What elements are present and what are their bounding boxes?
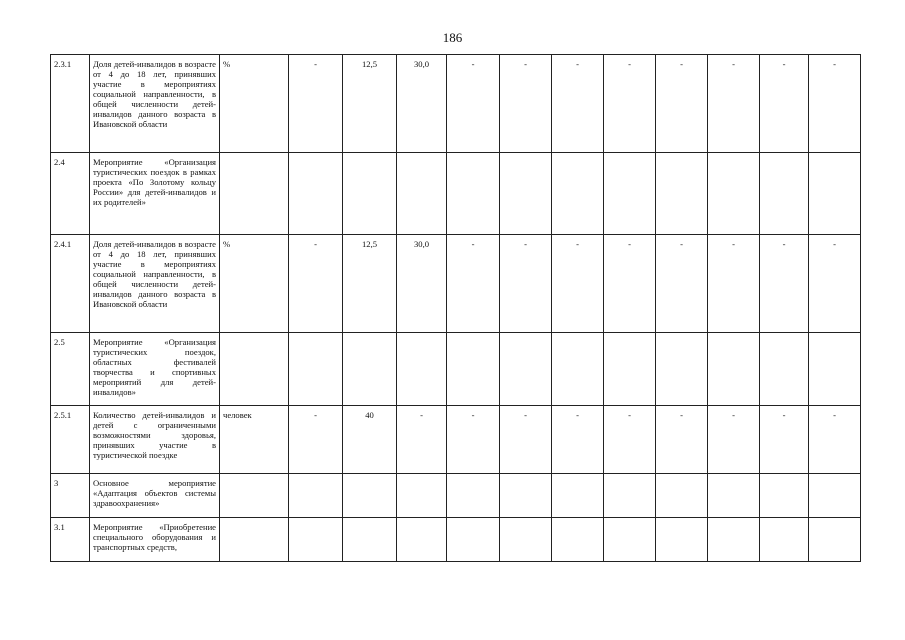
cell-value-col-12 (708, 474, 760, 518)
cell-value-col-11: - (656, 55, 708, 153)
cell-value-col-8: - (500, 55, 552, 153)
cell-value-col-8 (500, 153, 552, 235)
cell-row-number: 3.1 (51, 518, 90, 562)
cell-value-col-10: - (604, 55, 656, 153)
cell-value-col-9 (552, 518, 604, 562)
cell-measure-name: Доля детей-инвалидов в возрасте от 4 до 18 лет, принявших участие в мероприятиях социальной направленности, в общей численности детей-инвалидов данного возраста в Ивановской области (90, 235, 220, 333)
cell-value-col-10 (604, 474, 656, 518)
cell-value-col-8: - (500, 406, 552, 474)
cell-value-col-14 (809, 518, 861, 562)
cell-unit (220, 518, 289, 562)
cell-row-number: 2.4 (51, 153, 90, 235)
cell-value-col-13: - (760, 235, 809, 333)
cell-measure-name: Мероприятие «Организация туристических поездок в рамках проекта «По Золотому кольцу России» для детей-инвалидов и их родителей» (90, 153, 220, 235)
cell-value-col-7 (447, 333, 500, 406)
cell-value-col-12: - (708, 55, 760, 153)
cell-value-col-7: - (447, 406, 500, 474)
cell-value-col-8: - (500, 235, 552, 333)
cell-value-col-8 (500, 333, 552, 406)
cell-value-col-7: - (447, 235, 500, 333)
cell-value-col-11: - (656, 406, 708, 474)
cell-value-col-11 (656, 518, 708, 562)
cell-value-col-14: - (809, 55, 861, 153)
cell-value-col-6 (397, 518, 447, 562)
cell-value-col-4: - (289, 235, 343, 333)
cell-value-col-12 (708, 153, 760, 235)
cell-value-col-5: 12,5 (343, 55, 397, 153)
cell-value-col-14 (809, 333, 861, 406)
cell-unit (220, 153, 289, 235)
cell-value-col-6: 30,0 (397, 235, 447, 333)
cell-measure-name: Мероприятие «Организация туристических поездок, областных фестивалей творчества и спортивных мероприятий для детей-инвалидов» (90, 333, 220, 406)
cell-row-number: 2.4.1 (51, 235, 90, 333)
cell-value-col-9: - (552, 406, 604, 474)
cell-unit (220, 333, 289, 406)
cell-value-col-12: - (708, 235, 760, 333)
cell-value-col-14: - (809, 235, 861, 333)
table-row (51, 153, 861, 235)
cell-value-col-7 (447, 518, 500, 562)
cell-measure-name: Количество детей-инвалидов и детей с ограниченными возможностями здоровья, принявших участие в туристической поездке (90, 406, 220, 474)
cell-value-col-10 (604, 333, 656, 406)
cell-row-number: 2.5.1 (51, 406, 90, 474)
cell-value-col-11 (656, 474, 708, 518)
cell-value-col-5 (343, 474, 397, 518)
cell-value-col-6 (397, 333, 447, 406)
cell-value-col-4 (289, 518, 343, 562)
cell-value-col-10: - (604, 235, 656, 333)
table-row (51, 406, 861, 474)
cell-measure-name: Мероприятие «Приобретение специального оборудования и транспортных средств, (90, 518, 220, 562)
cell-unit (220, 474, 289, 518)
cell-value-col-12: - (708, 406, 760, 474)
cell-value-col-13: - (760, 406, 809, 474)
cell-value-col-13 (760, 153, 809, 235)
cell-value-col-11 (656, 153, 708, 235)
cell-value-col-14 (809, 474, 861, 518)
cell-value-col-4 (289, 333, 343, 406)
cell-value-col-6: - (397, 406, 447, 474)
cell-value-col-5 (343, 333, 397, 406)
cell-value-col-4: - (289, 406, 343, 474)
cell-value-col-6 (397, 474, 447, 518)
cell-row-number: 3 (51, 474, 90, 518)
cell-value-col-10: - (604, 406, 656, 474)
table-row (51, 518, 861, 562)
cell-value-col-13 (760, 474, 809, 518)
indicators-table-body (51, 55, 861, 562)
cell-unit: человек (220, 406, 289, 474)
cell-value-col-8 (500, 474, 552, 518)
cell-value-col-7: - (447, 55, 500, 153)
cell-value-col-5 (343, 153, 397, 235)
cell-value-col-5 (343, 518, 397, 562)
cell-value-col-6 (397, 153, 447, 235)
cell-value-col-9: - (552, 55, 604, 153)
cell-value-col-7 (447, 153, 500, 235)
cell-value-col-14 (809, 153, 861, 235)
cell-value-col-9 (552, 333, 604, 406)
cell-value-col-4 (289, 474, 343, 518)
cell-value-col-4: - (289, 55, 343, 153)
cell-value-col-4 (289, 153, 343, 235)
cell-row-number: 2.3.1 (51, 55, 90, 153)
cell-value-col-5: 40 (343, 406, 397, 474)
cell-value-col-13: - (760, 55, 809, 153)
cell-value-col-5: 12,5 (343, 235, 397, 333)
cell-value-col-13 (760, 518, 809, 562)
cell-value-col-10 (604, 518, 656, 562)
cell-row-number: 2.5 (51, 333, 90, 406)
table-row (51, 55, 861, 153)
cell-value-col-12 (708, 333, 760, 406)
cell-value-col-11: - (656, 235, 708, 333)
cell-value-col-12 (708, 518, 760, 562)
cell-value-col-8 (500, 518, 552, 562)
table-row (51, 474, 861, 518)
cell-value-col-9 (552, 153, 604, 235)
cell-measure-name: Основное мероприятие «Адаптация объектов системы здравоохранения» (90, 474, 220, 518)
cell-unit: % (220, 235, 289, 333)
cell-value-col-11 (656, 333, 708, 406)
cell-value-col-9 (552, 474, 604, 518)
cell-value-col-10 (604, 153, 656, 235)
cell-measure-name: Доля детей-инвалидов в возрасте от 4 до 18 лет, принявших участие в мероприятиях социальной направленности, в общей численности детей-инвалидов данного возраста в Ивановской области (90, 55, 220, 153)
cell-value-col-7 (447, 474, 500, 518)
table-row (51, 235, 861, 333)
indicators-table (50, 54, 861, 562)
cell-value-col-13 (760, 333, 809, 406)
page-number: 186 (442, 30, 463, 45)
cell-value-col-9: - (552, 235, 604, 333)
cell-value-col-14: - (809, 406, 861, 474)
cell-unit: % (220, 55, 289, 153)
table-row (51, 333, 861, 406)
cell-value-col-6: 30,0 (397, 55, 447, 153)
